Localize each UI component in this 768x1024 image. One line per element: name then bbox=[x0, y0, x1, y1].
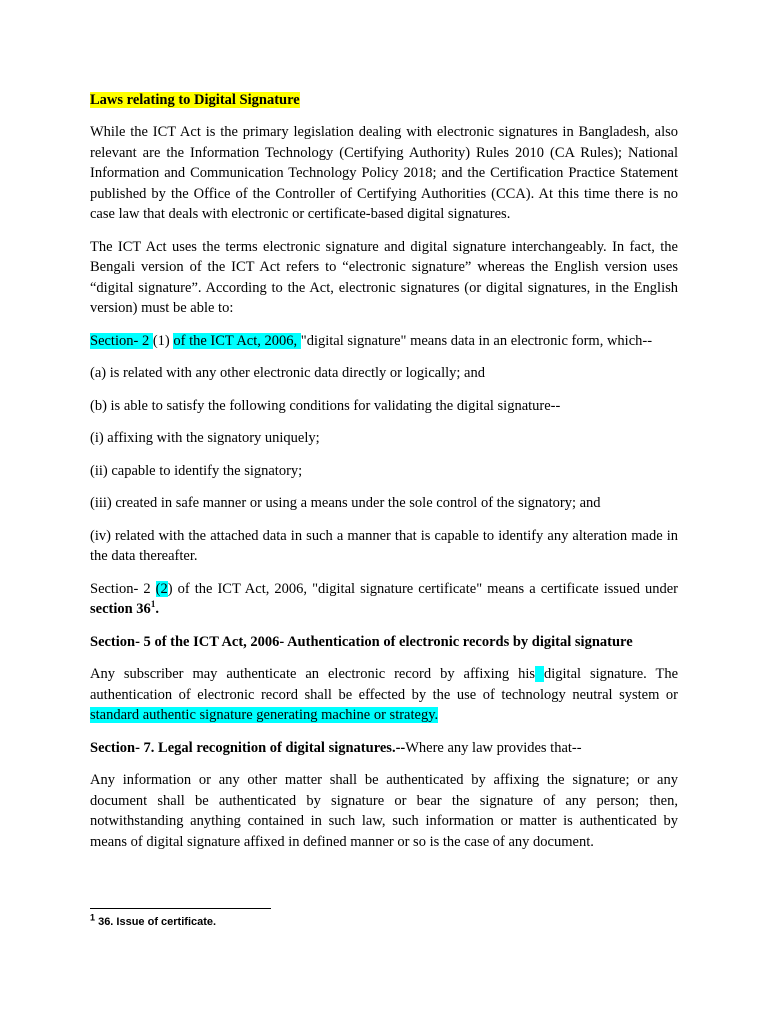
certificate-definition: ) of the ICT Act, 2006, "digital signature certificate" means a certificate issued under bbox=[167, 580, 678, 597]
section-2-2-label: Section- 2 bbox=[90, 580, 156, 597]
definition-text: "digital signature" means data in an electronic form, which-- bbox=[300, 332, 653, 349]
section-5-label: Section- 5 bbox=[90, 633, 151, 650]
section-7-heading bbox=[90, 738, 678, 759]
page-title bbox=[90, 90, 678, 110]
section-5-title: of the ICT Act, 2006- Authentication of electronic records by digital signature bbox=[150, 633, 633, 650]
section-5-space-highlight bbox=[535, 666, 544, 682]
footnote-text: 36. Issue of certificate. bbox=[95, 916, 217, 928]
footnote-divider bbox=[90, 908, 271, 909]
footnote-reference[interactable]: 1 bbox=[150, 599, 156, 610]
list-item-a: (a) is related with any other electronic data directly or logically; and bbox=[90, 365, 485, 381]
list-item-i: (i) affixing with the signatory uniquely; bbox=[90, 430, 320, 446]
section-36-reference: section 36 bbox=[90, 601, 151, 617]
section-2-2-paragraph bbox=[90, 579, 678, 620]
section-2-label: Section- 2 bbox=[90, 332, 153, 349]
list-item-iv: (iv) related with the attached data in such a manner that is capable to identify any alteration made in the data thereafter. bbox=[90, 527, 678, 564]
list-item-ii: (ii) capable to identify the signatory; bbox=[90, 462, 303, 479]
section-7-body: Any information or any other matter shall be authenticated by affixing the signature; or any document shall be authenticated by signature or bear the signature of any person; then, notwithstanding anything contained in such law, such information or matter is authenticated by means of digital signature affixed in defined manner or so is the case of any document. bbox=[90, 772, 678, 850]
section-5-body-middle: digital signature. The authentication of electronic record shall be effected by the use of technology neutral system or bbox=[90, 666, 679, 703]
section-36-period: . bbox=[155, 601, 159, 617]
section-5-body-start: Any subscriber may authenticate an electronic record by affixing his bbox=[90, 666, 536, 682]
section-5-body bbox=[90, 664, 678, 726]
footnote bbox=[90, 912, 217, 929]
paragraph-terms: The ICT Act uses the terms electronic signature and digital signature interchangeably. In fact, the Bengali version of the ICT Act refers to “electronic signature” whereas the English version uses “digital signature”. According to the Act, electronic signatures (or digital signatures, in the English version) must be able to: bbox=[90, 238, 678, 316]
subsection-number: (1) bbox=[152, 332, 174, 349]
section-5-heading bbox=[90, 632, 678, 653]
act-reference: of the ICT Act, 2006, bbox=[173, 332, 301, 349]
paragraph-intro: While the ICT Act is the primary legislation dealing with electronic signatures in Bangladesh, also relevant are the Information Technology (Certifying Authority) Rules 2010 (CA Rules); National Information and Communication Technology Policy 2018; and the Certification Practice Statement published by the Office of the Controller of Certifying Authorities (CCA). At this time there is no case law that deals with electronic or certificate-based digital signatures. bbox=[90, 124, 678, 222]
list-item-b: (b) is able to satisfy the following conditions for validating the digital signature-- bbox=[90, 397, 561, 414]
section-7-heading-rest: Where any law provides that-- bbox=[405, 739, 582, 756]
section-7-title: Section- 7. Legal recognition of digital signatures.-- bbox=[90, 739, 406, 756]
list-item-iii: (iii) created in safe manner or using a means under the sole control of the signatory; and bbox=[90, 495, 601, 511]
subsection-2-highlight: (2 bbox=[155, 580, 168, 597]
section-2-1-paragraph bbox=[90, 331, 678, 352]
section-5-body-highlight: standard authentic signature generating machine or strategy. bbox=[90, 707, 439, 723]
footnote-number: 1 bbox=[90, 912, 96, 923]
title-text: Laws relating to Digital Signature bbox=[90, 92, 300, 108]
